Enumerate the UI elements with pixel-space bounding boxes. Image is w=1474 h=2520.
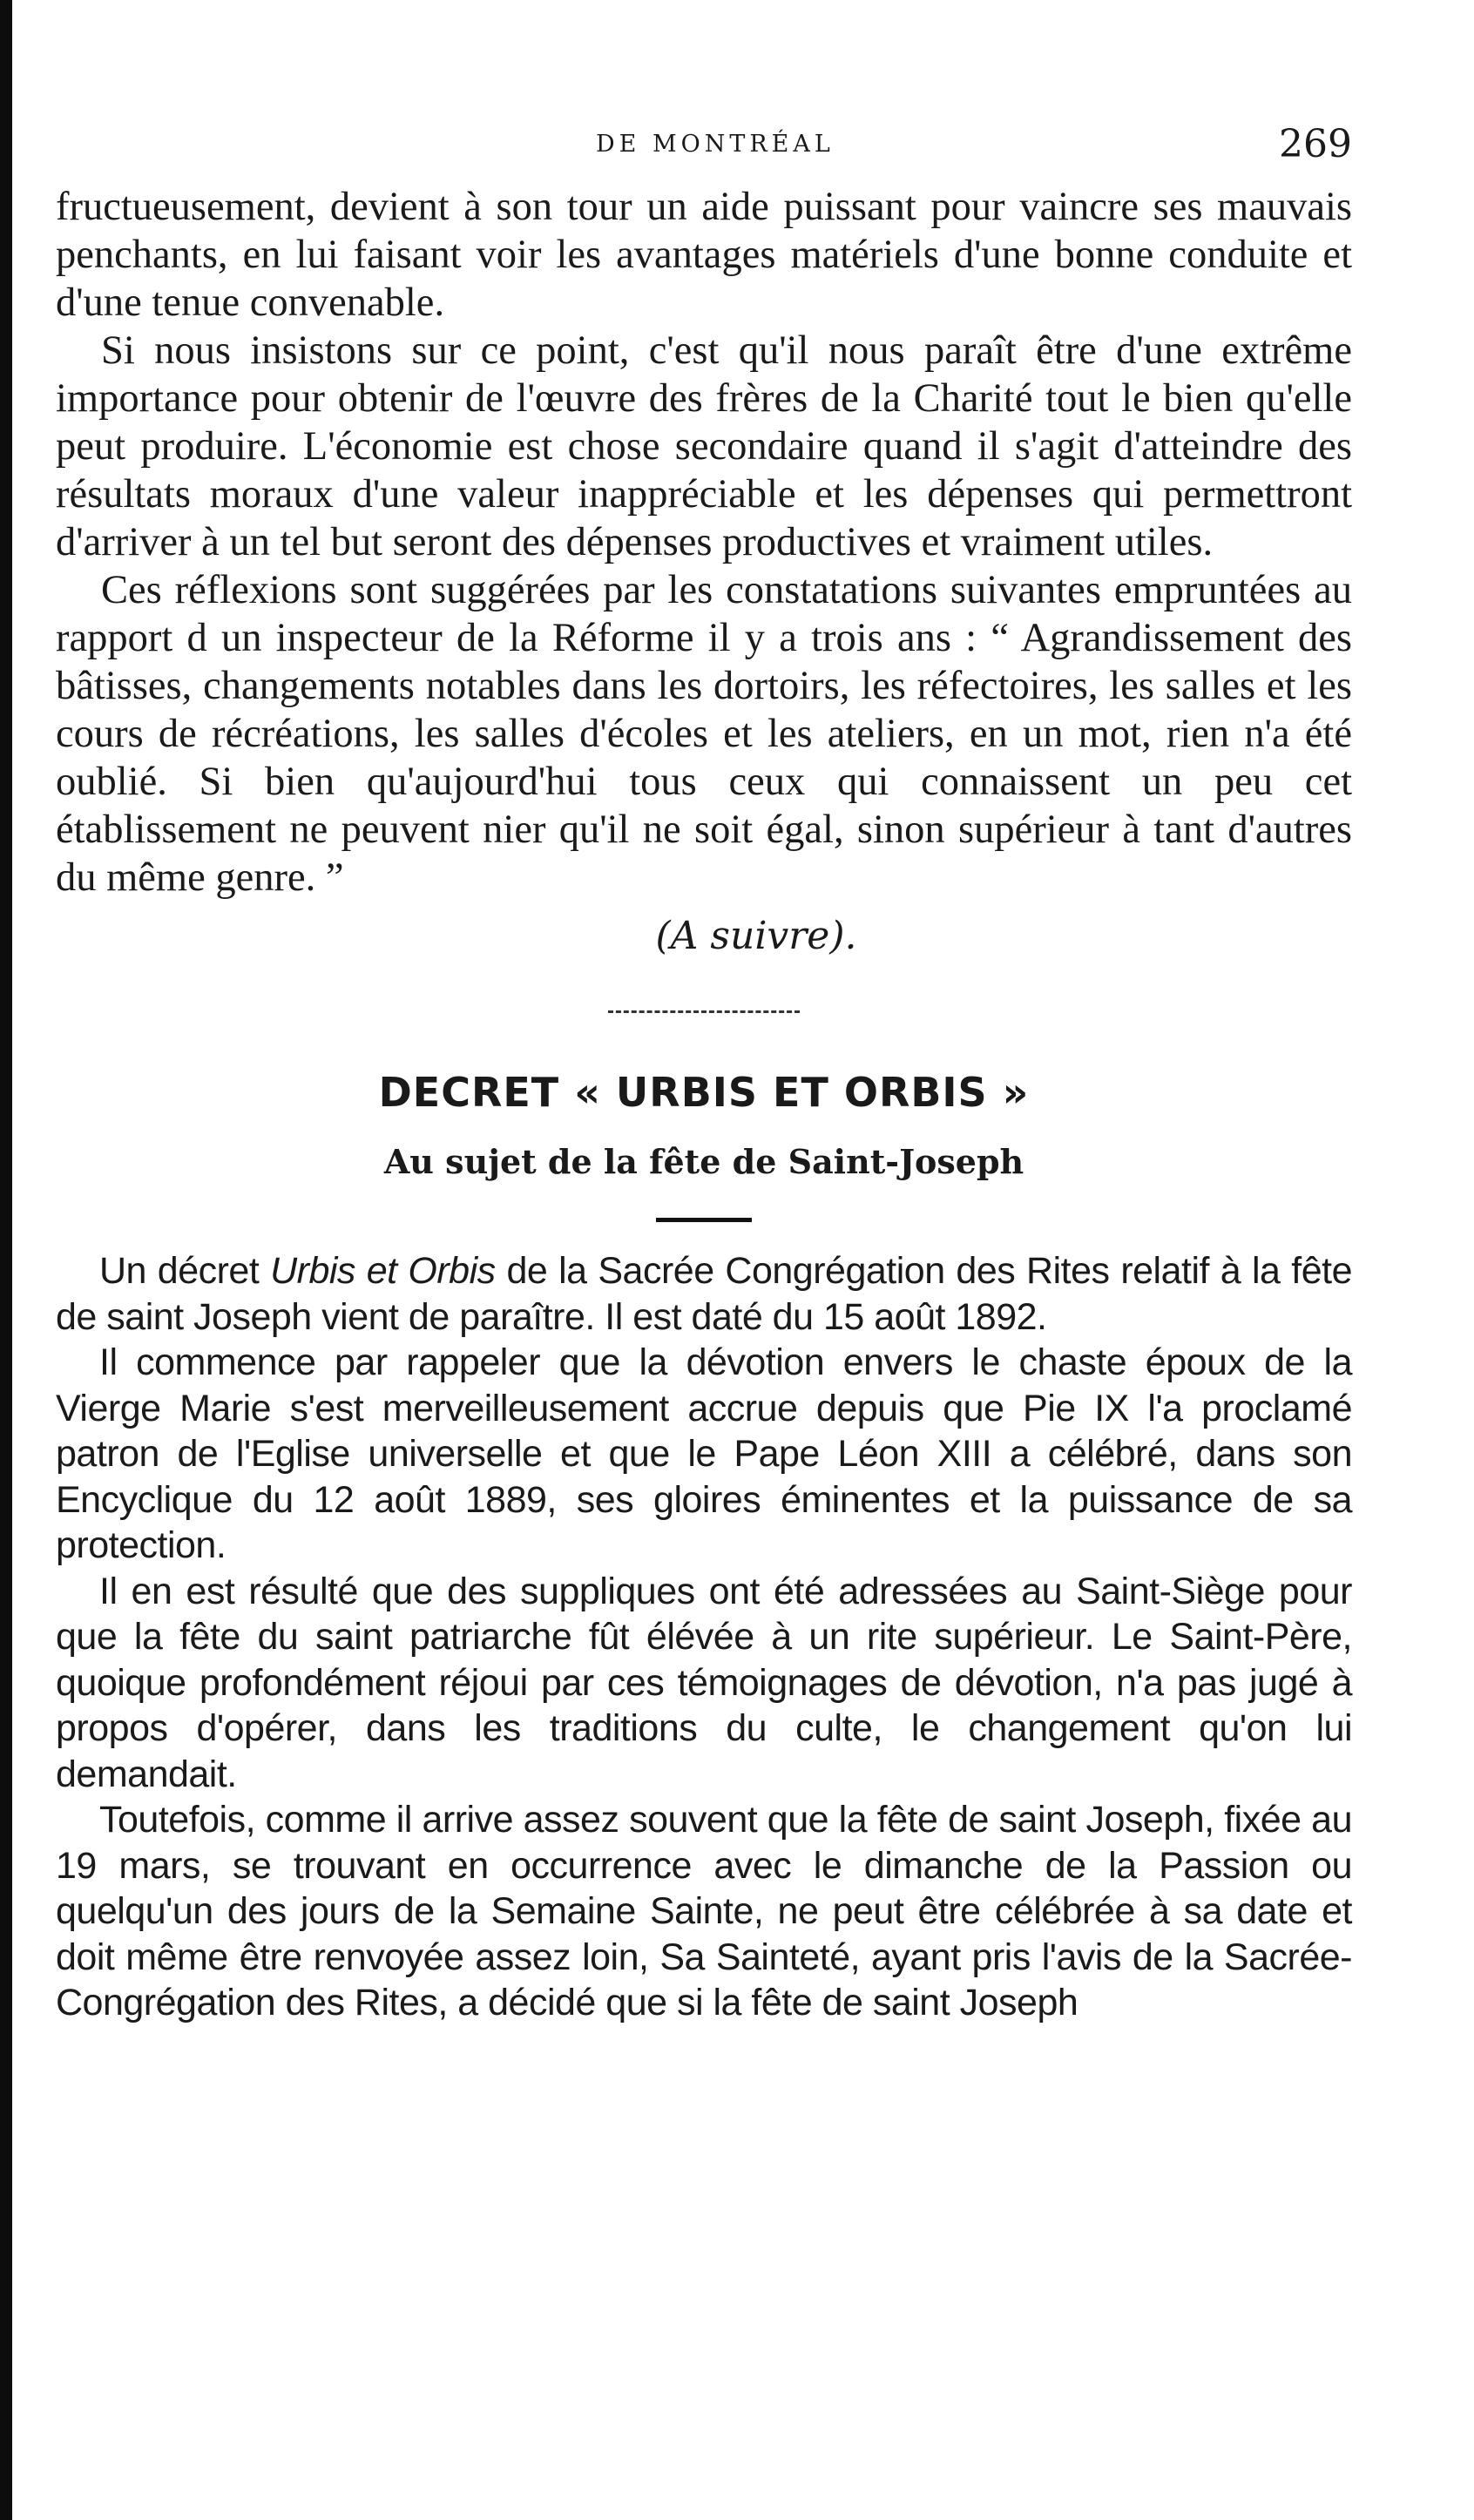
article-subheading: Au sujet de la fête de Saint-Joseph	[383, 1142, 1024, 1181]
decree-paragraph-1	[56, 1248, 1352, 1340]
decree-paragraph-2: Il commence par rappeler que la dévotion envers le chaste époux de la Vierge Marie s'est merveilleusement accrue depuis que Pie IX l'a proclamé patron de l'Eglise universelle et que le Pape Léon XIII a célébré, dans son Encyclique du 12 août 1889, ses gloires éminentes et la puissance de sa protection.	[56, 1341, 1352, 1566]
decree-paragraph-3: Il en est résulté que des suppliques ont été adressées au Saint-Siège pour que la fête du saint patriarche fût élévée à un rite supérieur. Le Saint-Père, quoique profondément réjoui par ces témoignages de dévotion, n'a pas jugé à propos d'opérer, dans les traditions du culte, le changement qu'on lui demandait.	[56, 1570, 1352, 1795]
paragraph-2: Si nous insistons sur ce point, c'est qu'il nous paraît être d'une extrême importance pour obtenir de l'œuvre des frères de la Charité tout le bien qu'elle peut produire. L'économie est chose secondaire quand il s'agit d'atteindre des résultats moraux d'une valeur inappréciable et les dépenses qui permettront d'arriver à un tel but seront des dépenses productives et vraiment utiles.	[56, 328, 1352, 564]
article-heading: DECRET « URBIS ET ORBIS »	[378, 1069, 1030, 1116]
book-page	[56, 122, 1352, 2026]
paragraph-3: Ces réflexions sont suggérées par les constatations suivantes empruntées au rapport d un inspecteur de la Réforme il y a trois ans : “ Agrandissement des bâtisses, changements notables dans les dortoirs, les réfectoires, les salles et les cours de récréations, les salles d'écoles et les ateliers, en un mot, rien n'a été oublié. Si bien qu'aujourd'hui tous ceux qui connaissent un peu cet établissement ne peuvent nier qu'il ne soit égal, sinon supérieur à tant d'autres du même genre. ”	[56, 568, 1352, 900]
paragraph-1: fructueusement, devient à son tour un aide puissant pour vaincre ses mauvais penchants, en lui faisant voir les avantages matériels d'une bonne conduite et d'une tenue convenable.	[56, 185, 1352, 325]
to-be-continued: (A suivre).	[655, 914, 857, 958]
decree-title-italic: Urbis et Orbis	[270, 1250, 496, 1292]
heading-rule	[656, 1218, 752, 1222]
decree-paragraph-1-suffix: de la Sacrée Congrégation des Rites relatif à la fête de saint Joseph vient de paraître. Il est daté du 15 août 1892.	[56, 1250, 1352, 1338]
decree-article	[56, 1248, 1352, 2026]
decree-paragraph-1-prefix: Un décret	[99, 1250, 271, 1292]
section-divider	[608, 1010, 800, 1013]
article-continuation	[56, 183, 1352, 902]
running-head	[56, 122, 1352, 174]
page-number: 269	[1279, 122, 1352, 166]
running-head-title: DE MONTRÉAL	[596, 131, 835, 158]
decree-paragraph-4: Toutefois, comme il arrive assez souvent que la fête de saint Joseph, fixée au 19 mars, se trouvant en occurrence avec le dimanche de la Passion ou quelqu'un des jours de la Semaine Sainte, ne peut être célébrée à sa date et doit même être renvoyée assez loin, Sa Sainteté, ayant pris l'avis de la Sacrée-Congrégation des Rites, a décidé que si la fête de saint Joseph	[56, 1799, 1352, 2023]
page-edge-shadow	[0, 0, 12, 2520]
